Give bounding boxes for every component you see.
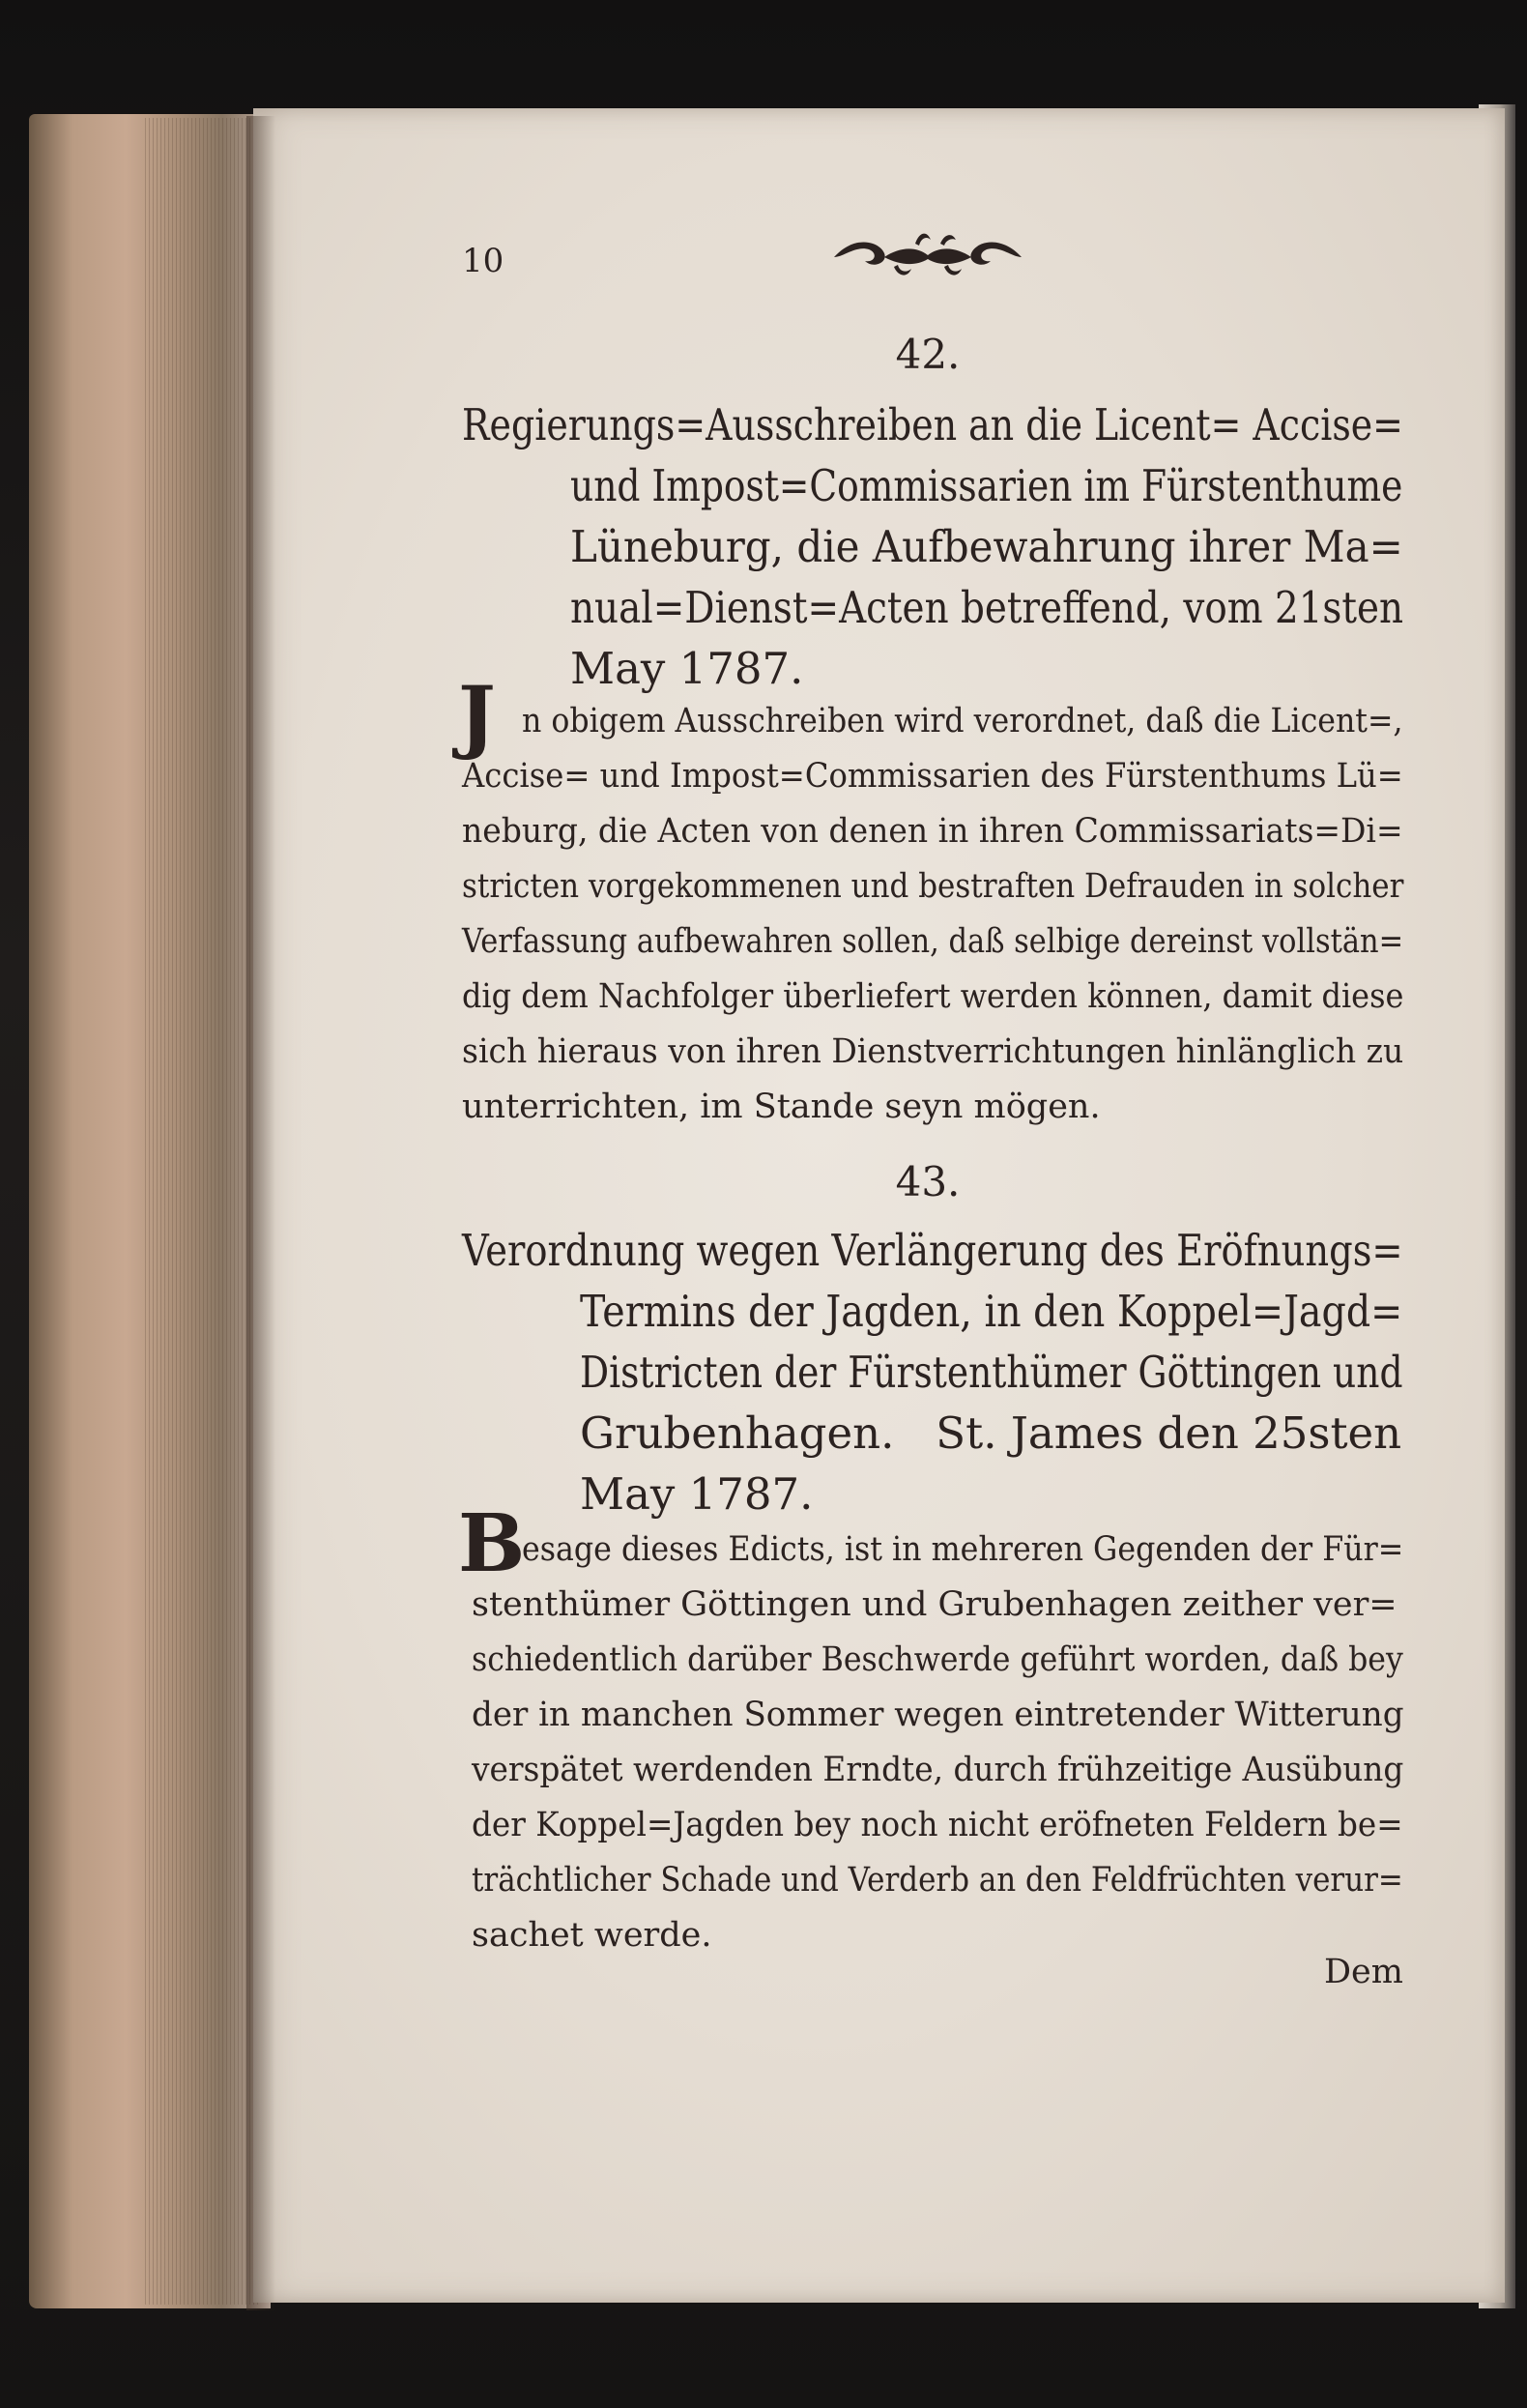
heading-42-line-3: Lüneburg, die Aufbewahrung ihrer Ma=	[570, 521, 1403, 572]
body-42-line-3: neburg, die Acten von denen in ihren Commissariats=Di=	[462, 812, 1403, 851]
catchword: Dem	[1324, 1953, 1403, 1991]
body-42-line-6: dig dem Nachfolger überliefert werden können, damit diese	[462, 977, 1404, 1016]
body-43-line-1: esage dieses Edicts, ist in mehreren Gegenden der Für=	[522, 1530, 1404, 1569]
vine-scroll-ornament-icon	[826, 224, 1029, 286]
section-number-42: 42.	[895, 331, 961, 378]
gutter-shadow	[246, 116, 275, 2310]
page-number: 10	[462, 242, 504, 280]
body-42-line-1: n obigem Ausschreiben wird verordnet, daß die Licent=,	[522, 702, 1403, 740]
heading-42-line-2: und Impost=Commissarien im Fürstenthume	[570, 460, 1403, 511]
heading-42-line-1: Regierungs=Ausschreiben an die Licent= Accise=	[462, 399, 1403, 450]
heading-43-line-2: Termins der Jagden, in den Koppel=Jagd=	[580, 1286, 1403, 1337]
heading-42-line-5: May 1787.	[570, 643, 804, 694]
drop-initial-43: B	[458, 1497, 526, 1590]
section-number-43: 43.	[895, 1158, 961, 1205]
heading-43-line-5: May 1787.	[580, 1468, 814, 1520]
body-42-line-5: Verfassung aufbewahren sollen, daß selbige dereinst vollstän=	[462, 922, 1404, 961]
body-43-line-5: verspätet werdenden Erndte, durch frühzeitige Ausübung	[472, 1751, 1404, 1789]
body-42-line-8: unterrichten, im Stande seyn mögen.	[462, 1088, 1101, 1126]
drop-initial-42: J	[458, 670, 496, 763]
body-42-line-2: Accise= und Impost=Commissarien des Fürstenthums Lü=	[462, 757, 1403, 796]
body-43-line-8: sachet werde.	[472, 1916, 712, 1955]
body-42-line-4: stricten vorgekommenen und bestraften Defrauden in solcher	[462, 867, 1404, 906]
body-43-line-3: schiedentlich darüber Beschwerde geführt worden, daß bey	[472, 1640, 1403, 1679]
heading-42-line-4: nual=Dienst=Acten betreffend, vom 21sten	[570, 582, 1404, 633]
heading-43-line-1: Verordnung wegen Verlängerung des Eröfnungs=	[462, 1225, 1403, 1276]
body-43-line-6: der Koppel=Jagden bey noch nicht eröfneten Feldern be=	[472, 1806, 1403, 1844]
heading-43-line-3: Districten der Fürstenthümer Göttingen und	[580, 1347, 1403, 1398]
body-42-line-7: sich hieraus von ihren Dienstverrichtungen hinlänglich zu	[462, 1032, 1404, 1071]
body-43-line-7: trächtlicher Schade und Verderb an den Feldfrüchten verur=	[472, 1861, 1403, 1900]
body-43-line-4: der in manchen Sommer wegen eintretender Witterung	[472, 1696, 1404, 1734]
body-43-line-2: stenthümer Göttingen und Grubenhagen zeither ver=	[472, 1585, 1397, 1624]
heading-43-line-4: Grubenhagen. St. James den 25sten	[580, 1407, 1402, 1459]
page-edge-lines	[145, 118, 261, 2305]
